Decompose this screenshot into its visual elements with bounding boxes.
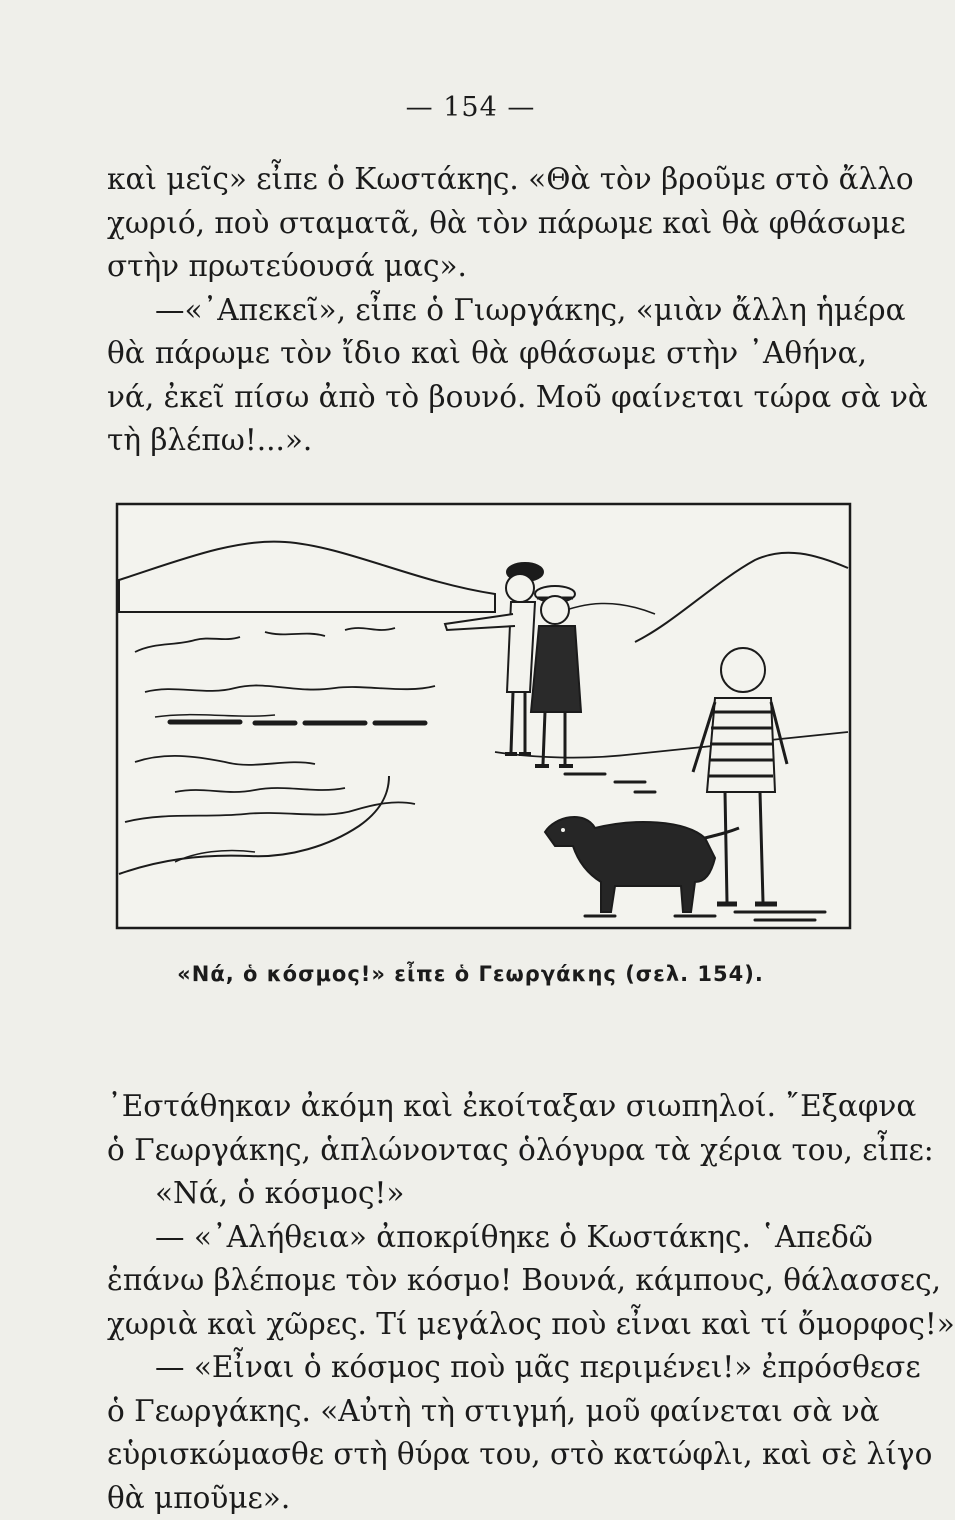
text-line: ὁ Γεωργάκης. «Αὐτὴ τὴ στιγμή, μοῦ φαίνεται σὰ νὰ: [107, 1390, 867, 1434]
text-line: τὴ βλέπω!...».: [107, 419, 867, 463]
page-number: — 154 —: [0, 92, 941, 123]
text-line: θὰ μποῦμε».: [107, 1477, 867, 1520]
text-line: στὴν πρωτεύουσά μας».: [107, 245, 867, 289]
text-line: νά, ἐκεῖ πίσω ἀπὸ τὸ βουνό. Μοῦ φαίνεται τώρα σὰ νὰ: [107, 376, 867, 420]
text-line: θὰ πάρωμε τὸν ἴδιο καὶ θὰ φθάσωμε στὴν ᾿Αθήνα,: [107, 332, 867, 376]
text-line: — «Εἶναι ὁ κόσμος ποὺ μᾶς περιμένει!» ἐπρόσθεσε: [107, 1346, 867, 1390]
top-paragraphs: [107, 158, 867, 463]
text-line: εὑρισκώμασθε στὴ θύρα του, στὸ κατώφλι, καὶ σὲ λίγο: [107, 1433, 867, 1477]
illustration-landscape: [115, 502, 852, 930]
text-line: —«᾿Απεκεῖ», εἶπε ὁ Γιωργάκης, «μιὰν ἄλλη ἡμέρα: [107, 289, 867, 333]
bottom-paragraphs: [107, 1085, 867, 1520]
text-line: ἐπάνω βλέπομε τὸν κόσμο! Βουνά, κάμπους, θάλασσες,: [107, 1259, 867, 1303]
text-line: «Νά, ὁ κόσμος!»: [107, 1172, 867, 1216]
text-line: καὶ μεῖς» εἶπε ὁ Κωστάκης. «Θὰ τὸν βροῦμε στὸ ἄλλο: [107, 158, 867, 202]
text-line: χωριὰ καὶ χῶρες. Τί μεγάλος ποὺ εἶναι καὶ τί ὄμορφος!»: [107, 1303, 867, 1347]
illustration-caption: «Νά, ὁ κόσμος!» εἶπε ὁ Γεωργάκης (σελ. 154).: [0, 962, 941, 986]
text-line: — «᾿Αλήθεια» ἀποκρίθηκε ὁ Κωστάκης. ῾Απεδῶ: [107, 1216, 867, 1260]
text-line: ὁ Γεωργάκης, ἁπλώνοντας ὁλόγυρα τὰ χέρια του, εἶπε:: [107, 1129, 867, 1173]
text-line: χωριό, ποὺ σταματᾶ, θὰ τὸν πάρωμε καὶ θὰ φθάσωμε: [107, 202, 867, 246]
text-line: ᾿Εστάθηκαν ἀκόμη καὶ ἐκοίταξαν σιωπηλοί. ῎Εξαφνα: [107, 1085, 867, 1129]
